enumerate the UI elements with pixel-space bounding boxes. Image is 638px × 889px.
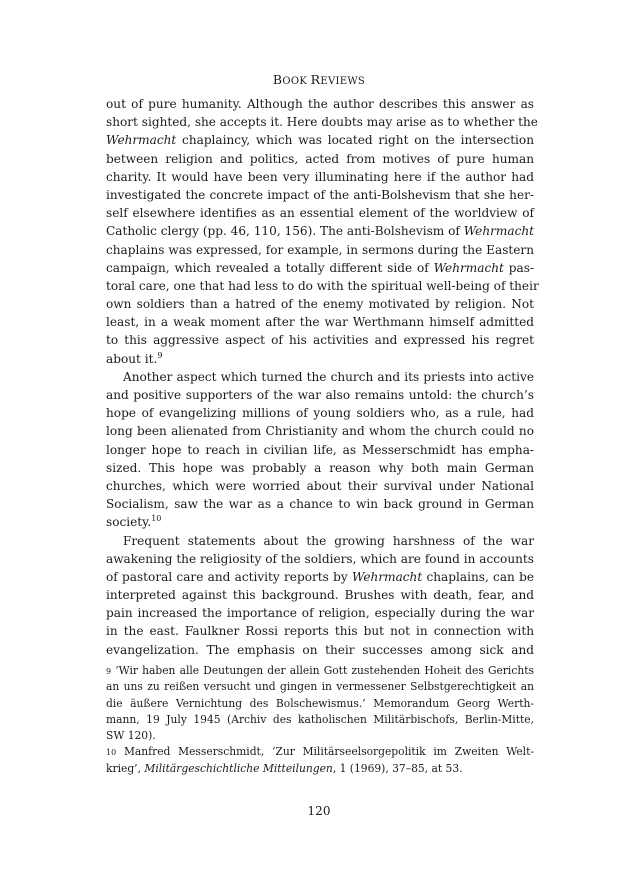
body-line: investigated the concrete impact of the anti-Bolshevism that she her- — [106, 187, 534, 202]
body-line: society.$^{10}$ — [106, 514, 162, 530]
body-line: between religion and politics, acted from motives of pure human — [106, 151, 534, 166]
body-line: longer hope to reach in civilian life, as Messerschmidt has empha- — [106, 442, 534, 457]
italic-term: Wehrmacht — [351, 569, 423, 584]
body-line: churches, which were worried about their survival under National — [106, 478, 534, 493]
body-line: short sighted, she accepts it. Here doubts may arise as to whether the — [106, 115, 538, 130]
italic-term: Wehrmacht — [433, 260, 504, 275]
body-line: sized. This hope was probably a reason why both main German — [106, 460, 534, 475]
header-cap-1: B — [272, 72, 283, 87]
footnote-number: 9 — [106, 667, 112, 676]
body-line: interpreted against this background. Brushes with death, fear, and — [106, 588, 534, 603]
body-line: and positive supporters of the war also remains untold: the church’s — [106, 388, 534, 402]
body-line: out of pure humanity. Although the author describes this answer as — [106, 97, 534, 111]
header-rest-2: EVIEWS — [320, 76, 366, 87]
body-line: campaign, which revealed a totally different side of Wehrmacht pas- — [106, 260, 534, 275]
body-line: awakening the religiosity of the soldiers, which are found in accounts — [106, 551, 534, 566]
body-line: pain increased the importance of religion, especially during the war — [106, 606, 534, 621]
body-line: of pastoral care and activity reports by Wehrmacht chaplains, can be — [106, 569, 534, 584]
body-line: Wehrmacht chaplaincy, which was located right on the intersection — [106, 133, 534, 148]
footnotes — [106, 663, 534, 777]
footnote-9-line: mann, 19 July 1945 (Archiv des katholischen Militärbischofs, Berlin-Mitte, — [106, 712, 534, 726]
body-line: evangelization. The emphasis on their successes among sick and — [106, 642, 534, 657]
footnote-10-line: $^{10}$ Manfred Messerschmidt, ‘Zur Militärseelsorgepolitik im Zweiten Welt- — [106, 745, 534, 759]
body-line: least, in a weak moment after the war Werthmann himself admitted — [106, 315, 534, 330]
body-line: charity. It would have been very illuminating here if the author had — [106, 169, 534, 184]
body-line: Frequent statements about the growing harshness of the war — [123, 533, 534, 548]
body-line: in the east. Faulkner Rossi reports this but not in connection with — [106, 624, 534, 639]
body-text — [106, 95, 539, 659]
body-line: self elsewhere identifies as an essential element of the worldview of — [106, 206, 534, 221]
footnote-number: 10 — [106, 748, 117, 758]
header-rest-1: OOK — [282, 76, 311, 87]
page-number: 120 — [307, 804, 331, 818]
body-line: Another aspect which turned the church and its priests into active — [123, 369, 534, 384]
running-header — [0, 72, 638, 87]
footnote-9-line: SW 120). — [106, 729, 156, 743]
footnote-9-line: die äußere Vernichtung des Bolschewismus.’ Memorandum Georg Werth- — [106, 696, 534, 710]
footnote-9-line: $^9$ ‘Wir haben alle Deutungen der allein Gott zustehenden Hoheit des Gerichts — [106, 664, 534, 677]
body-line: long been alienated from Christianity and whom the church could no — [106, 424, 534, 439]
footnote-ref-10[interactable]: 10 — [151, 514, 162, 524]
footnote-10-line: krieg’, Militärgeschichtliche Mitteilungen, 1 (1969), 37–85, at 53. — [106, 761, 463, 775]
body-line: own soldiers than a hatred of the enemy motivated by religion. Not — [106, 297, 534, 312]
body-line: Socialism, saw the war as a chance to win back ground in German — [106, 497, 534, 512]
footnote-ref-9[interactable]: 9 — [157, 350, 163, 360]
body-line: Catholic clergy (pp. 46, 110, 156). The anti-Bolshevism of Wehrmacht — [106, 224, 534, 239]
body-line: toral care, one that had less to do with the spiritual well-being of their — [106, 278, 539, 293]
journal-title: Militärgeschichtliche Mitteilungen — [144, 761, 333, 775]
footnote-9-line: an uns zu reißen versucht und gingen in vermessener Selbstgerechtigkeit an — [106, 680, 534, 694]
italic-term: Wehrmacht — [106, 133, 177, 148]
header-cap-2: R — [310, 72, 321, 87]
body-line: about it.$^9$ — [106, 350, 163, 366]
body-line: to this aggressive aspect of his activities and expressed his regret — [106, 333, 534, 348]
body-line: chaplains was expressed, for example, in sermons during the Eastern — [106, 242, 534, 257]
italic-term: Wehrmacht — [463, 224, 534, 239]
body-line: hope of evangelizing millions of young soldiers who, as a rule, had — [106, 406, 534, 421]
